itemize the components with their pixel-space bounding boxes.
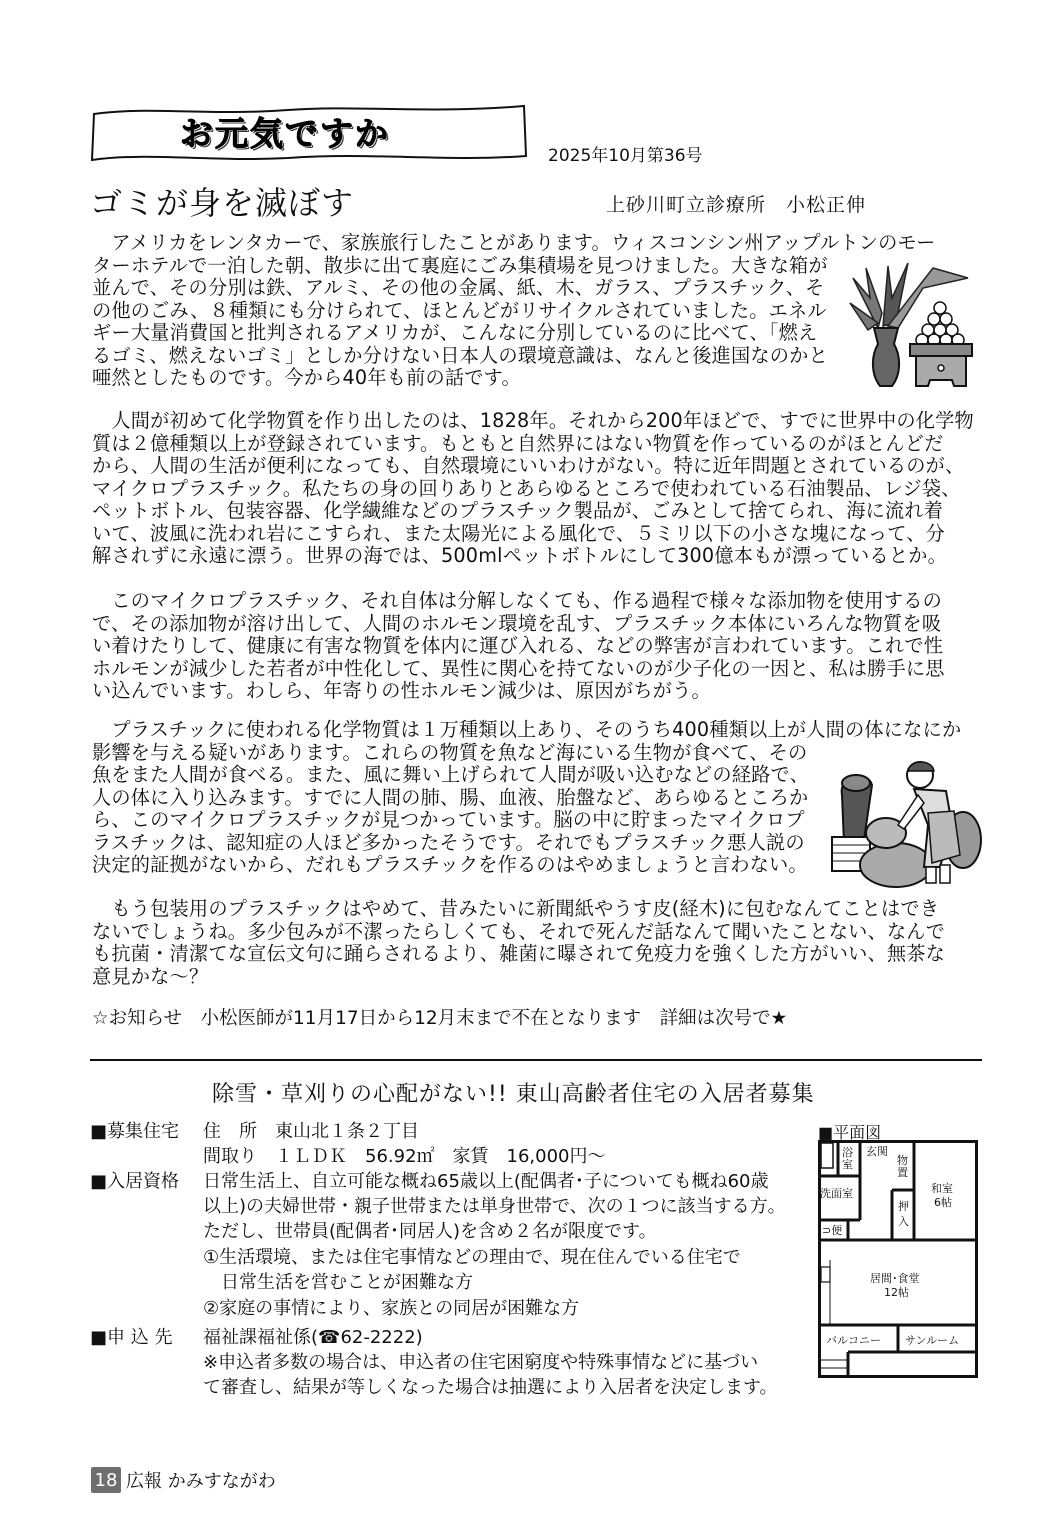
text-line: で、その添加物が溶け出して、人間のホルモン環境を乱す、プラスチック本体にいろんな物質を吸: [92, 611, 942, 635]
text-line: の他のごみ、８種類にも分けられて、ほとんどがリサイクルされていました。エネル: [92, 298, 827, 322]
text-line: 影響を与える疑いがあります。これらの物質を魚など海にいる生物が食べて、その: [92, 740, 808, 764]
column-banner: [88, 100, 530, 162]
ad-text-line: 日常生活上、自立可能な概ね65歳以上(配偶者･子についても概ね60歳: [203, 1171, 769, 1192]
page-number: 18: [91, 1467, 121, 1493]
article-paragraph-2: [92, 410, 974, 568]
text-line: 魚をまた人間が食べる。また、風に舞い上げられて人間が吸い込むなどの経路で、: [92, 763, 809, 786]
text-line: 人の体に入り込みます。すでに人間の肺、腸、血液、胎盤など、あらゆるところか: [92, 785, 809, 809]
woman-with-garbage-bags-illustration: [828, 755, 983, 890]
floorplan-label: ■平面図: [818, 1123, 882, 1142]
ad-text-line: 日常生活を営むことが困難な方: [203, 1272, 473, 1293]
ad-text-line: ①生活環境、または住宅事情などの理由で、現在住んでいる住宅で: [203, 1247, 741, 1268]
ad-label: ■申 込 先: [90, 1327, 173, 1348]
text-line: も抗菌・清潔てな宣伝文句に踊らされるより、雑菌に曝されて免疫力を強くした方がいい、無茶な: [92, 942, 946, 965]
text-line: るゴミ、燃えないゴミ」としか分けない日本人の環境意識は、なんと後進国なのかと: [92, 343, 828, 367]
text-line: 質は２億種類以上が登録されています。もともと自然界にはない物質を作っているのがほとんどだ: [92, 431, 944, 455]
text-line: い込んでいます。わしら、年寄りの性ホルモン減少は、原因がちがう。: [92, 679, 711, 702]
text-line: 唖然としたものです。今から40年も前の話です。: [92, 366, 521, 389]
ad-label: ■入居資格: [90, 1171, 180, 1192]
room-entrance: 玄関: [866, 1145, 888, 1158]
text-line: 並んで、その分別は鉄、アルミ、その他の金属、紙、木、ガラス、プラスチック、そ: [92, 276, 825, 299]
text-line: プラスチックに使われる化学物質は１万種類以上あり、そのうち400種類以上が人間の体になにか: [92, 718, 962, 741]
text-line: ら、このマイクロプラスチックが見つかっています。脳の中に貯まったマイクロプ: [92, 808, 805, 831]
ad-layout-rent: 間取り １ＬＤＫ 56.92㎡ 家賃 16,000円～: [203, 1145, 606, 1167]
ad-address: 住 所 東山北１条２丁目: [203, 1121, 419, 1142]
text-line: ホルモンが減少した若者が中性化して、異性に関心を持てないのが少子化の一因と、私は勝手に思: [92, 656, 945, 680]
text-line: アメリカをレンタカーで、家族旅行したことがあります。ウィスコンシン州アップルトンのモー: [92, 231, 936, 254]
room-bath: 浴: [842, 1146, 853, 1159]
article-paragraph-5: [92, 898, 945, 988]
issue-number: 2025年10月第36号: [548, 146, 703, 166]
text-line: もう包装用のプラスチックはやめて、昔みたいに新聞紙やうす皮(経木)に包むなんてことはでき: [92, 897, 940, 920]
section-divider: [90, 1059, 982, 1061]
article-title: ゴミが身を滅ぼす: [90, 184, 355, 222]
ad-contact: 福祉課福祉係(☎62-2222): [203, 1327, 423, 1348]
room-living-dining: 居間･食堂: [870, 1272, 920, 1285]
room-toilet: ⊃便: [822, 1224, 843, 1237]
room-bath-2: 室: [842, 1158, 853, 1171]
text-line: いて、波風に洗われ岩にこすられ、また太陽光による風化で、５ミリ以下の小さな塊になって、分: [92, 521, 946, 545]
ad-text-line: ただし、世帯員(配偶者･同居人)を含め２名が限度です。: [203, 1221, 657, 1242]
room-japanese-size: 6帖: [934, 1196, 952, 1209]
ad-text-line: て審査し、結果が等しくなった場合は抽選により入居者を決定します。: [203, 1377, 778, 1398]
text-line: い着けたりして、健康に有害な物質を体内に運び入れる、などの弊害が言われています。これで性: [92, 634, 944, 657]
room-storage-2: 置: [897, 1166, 908, 1179]
room-washroom: 洗面室: [820, 1187, 853, 1200]
text-line: ラスチックは、認知症の人ほど多かったそうです。それでもプラスチック悪人説の: [92, 830, 805, 854]
room-storage: 物: [897, 1154, 908, 1167]
room-living-size: 12帖: [884, 1286, 909, 1299]
text-line: 決定的証拠がないから、だれもプラスチックを作るのはやめましょうと言わない。: [92, 853, 808, 876]
publication-name: 広報 かみすながわ: [126, 1471, 276, 1492]
housing-ad-title: 除雪・草刈りの心配がない!! 東山高齢者住宅の入居者募集: [212, 1082, 815, 1107]
ad-text-line: 以上)の夫婦世帯・親子世帯または単身世帯で、次の１つに該当する方。: [203, 1196, 786, 1217]
article-paragraph-3: [92, 590, 945, 703]
text-line: ペットボトル、包装容器、化学繊維などのプラスチック製品が、ごみとして捨てられ、海に流れ着: [92, 499, 944, 522]
ad-label: ■募集住宅: [90, 1121, 180, 1142]
text-line: 人間が初めて化学物質を作り出したのは、1828年。それから200年ほどで、すでに世界中の化学物: [92, 409, 974, 432]
text-line: から、人間の生活が便利になっても、自然環境にいいわけがない。特に近年問題とされているのが、: [92, 454, 965, 477]
article-paragraph-1: [92, 232, 936, 390]
absence-notice: ☆お知らせ 小松医師が11月17日から12月末まで不在となります 詳細は次号で★: [92, 1008, 788, 1029]
text-line: ギー大量消費国と批判されるアメリカが、こんなに分別しているのに比べて、「燃え: [92, 321, 818, 344]
text-line: 意見かな～？: [92, 964, 209, 988]
ad-text-line: ※申込者多数の場合は、申込者の住宅困窮度や特殊事情などに基づい: [203, 1352, 759, 1373]
article-author: 上砂川町立診療所 小松正伸: [606, 194, 867, 216]
text-line: 解されずに永遠に漂う。世界の海では、500mlペットボトルにして300億本もが漂っているとか。: [92, 544, 947, 567]
text-line: マイクロプラスチック。私たちの身の回りありとあらゆるところで使われている石油製品、レジ袋、: [92, 476, 961, 500]
column-title: お元気ですか: [180, 113, 390, 153]
room-closet: 押: [898, 1200, 909, 1213]
room-balcony: バルコニー: [826, 1334, 881, 1347]
floorplan-diagram: [818, 1140, 978, 1378]
text-line: このマイクロプラスチック、それ自体は分解しなくても、作る過程で様々な添加物を使用するの: [92, 589, 942, 612]
room-sunroom: サンルーム: [905, 1334, 960, 1347]
moon-viewing-offering-illustration: [848, 258, 978, 393]
text-line: ターホテルで一泊した朝、散歩に出て裏庭にごみ集積場を見つけました。大きな箱が: [92, 253, 828, 277]
room-japanese: 和室: [931, 1182, 953, 1195]
text-line: ないでしょうね。多少包みが不潔ったらしくても、それで死んだ話なんて聞いたことない、なんで: [92, 919, 946, 943]
room-closet-2: 入: [898, 1215, 909, 1228]
ad-text-line: ②家庭の事情により、家族との同居が困難な方: [203, 1298, 580, 1319]
